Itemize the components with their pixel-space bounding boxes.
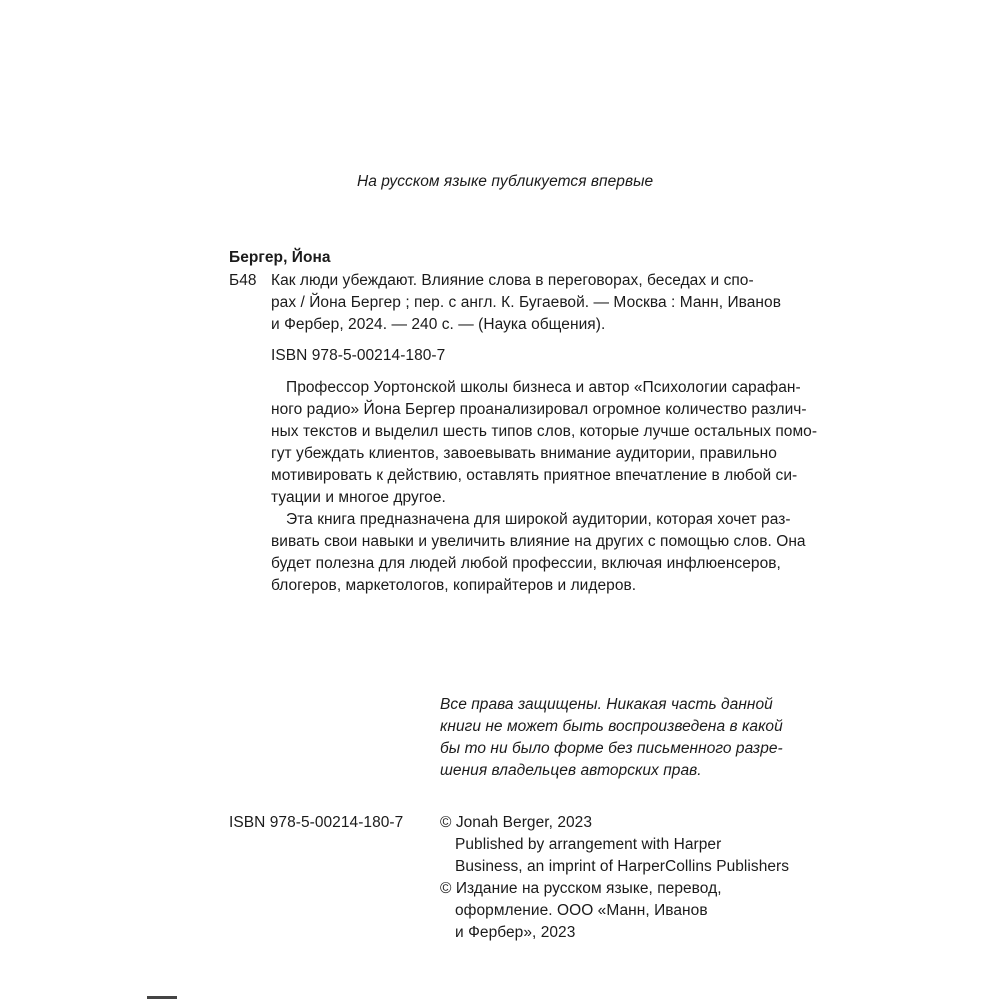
- copyright-line: © Jonah Berger, 2023: [440, 814, 593, 831]
- rights-notice-line: бы то ни было форме без письменного разре-: [440, 740, 783, 757]
- catalog-description-line: рах / Йона Бергер ; пер. с англ. К. Бугаевой. — Москва : Манн, Иванов: [271, 294, 781, 311]
- annotation-line: вивать свои навыки и увеличить влияние на других с помощью слов. Она: [271, 533, 806, 550]
- copyright-line: Published by arrangement with Harper: [455, 836, 722, 853]
- bottom-edge-mark: [147, 996, 177, 999]
- annotation-line: Эта книга предназначена для широкой аудитории, которая хочет раз-: [286, 511, 791, 528]
- annotation-line: блогеров, маркетологов, копирайтеров и лидеров.: [271, 577, 637, 594]
- copyright-line: и Фербер», 2023: [455, 924, 576, 941]
- annotation-line: туации и многое другое.: [271, 489, 446, 506]
- annotation-line: ных текстов и выделил шесть типов слов, которые лучше остальных помо-: [271, 423, 818, 440]
- catalog-author: Бергер, Йона: [229, 249, 331, 266]
- catalog-description-line: и Фербер, 2024. — 240 с. — (Наука общения).: [271, 316, 606, 333]
- catalog-description-line: Как люди убеждают. Влияние слова в переговорах, беседах и спо-: [271, 272, 754, 289]
- annotation-line: Профессор Уортонской школы бизнеса и автор «Психологии сарафан-: [286, 379, 801, 396]
- copyright-line: Business, an imprint of HarperCollins Publishers: [455, 858, 790, 875]
- annotation-line: мотивировать к действию, оставлять приятное впечатление в любой си-: [271, 467, 798, 484]
- copyright-line: оформление. ООО «Манн, Иванов: [455, 902, 708, 919]
- copyright-line: © Издание на русском языке, перевод,: [440, 880, 722, 897]
- catalog-isbn: ISBN 978-5-00214-180-7: [271, 347, 446, 364]
- footer-isbn: ISBN 978-5-00214-180-7: [229, 814, 404, 831]
- catalog-code: Б48: [229, 272, 257, 289]
- rights-notice-line: Все права защищены. Никакая часть данной: [440, 696, 773, 713]
- first-publication-note: На русском языке публикуется впервые: [357, 173, 654, 190]
- annotation-line: будет полезна для людей любой профессии, включая инфлюенсеров,: [271, 555, 781, 572]
- rights-notice-line: шения владельцев авторских прав.: [440, 762, 702, 779]
- rights-notice-line: книги не может быть воспроизведена в какой: [440, 718, 783, 735]
- annotation-line: гут убеждать клиентов, завоевывать внимание аудитории, правильно: [271, 445, 777, 462]
- annotation-line: ного радио» Йона Бергер проанализировал огромное количество различ-: [271, 401, 807, 418]
